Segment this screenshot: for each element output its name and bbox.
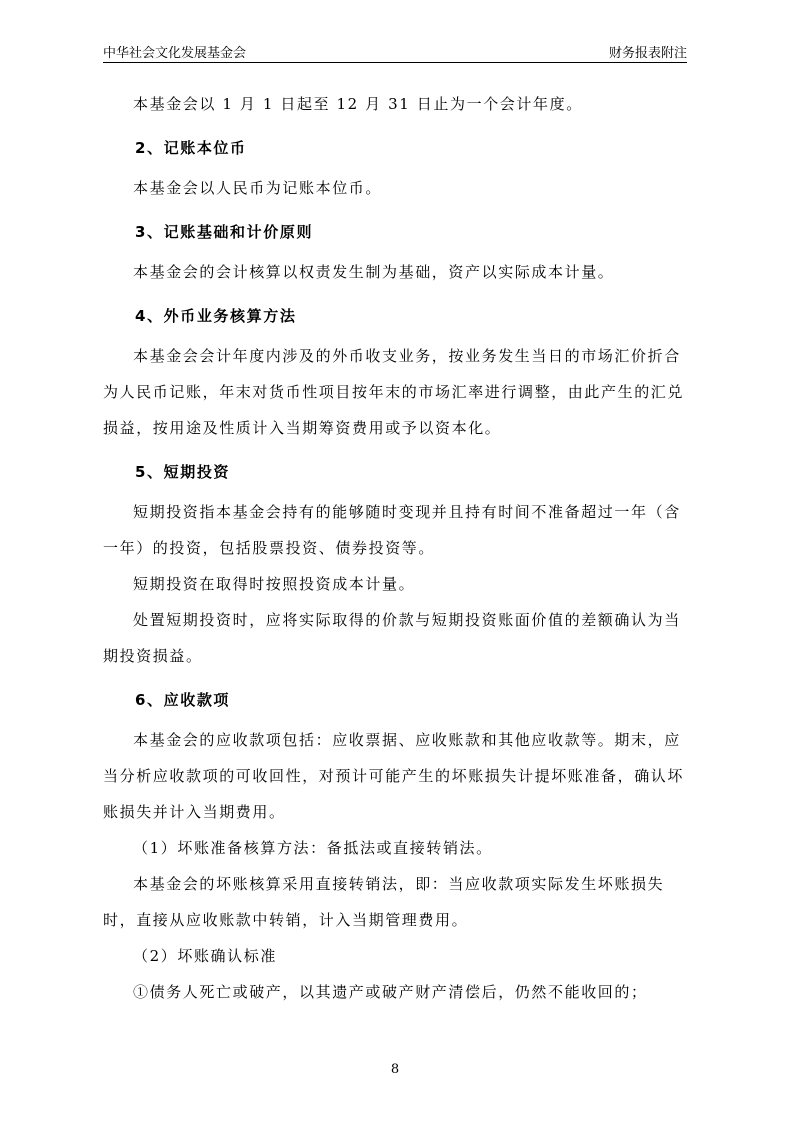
header-section: 财务报表附注 bbox=[608, 46, 687, 61]
paragraph: 处置短期投资时，应将实际取得的价款与短期投资账面价值的差额确认为当期投资损益。 bbox=[103, 611, 681, 665]
paragraph: 本基金会以 1 月 1 日起至 12 月 31 日止为一个会计年度。 bbox=[133, 95, 583, 113]
paragraph: 本基金会的应收款项包括：应收票据、应收账款和其他应收款等。期末，应当分析应收款项的可收回性，对预计可能产生的坏账损失计提坏账准备，确认坏账损失并计入当期费用。 bbox=[103, 731, 685, 821]
paragraph: 本基金会的坏账核算采用直接转销法，即：当应收款项实际发生坏账损失时，直接从应收账款中转销，计入当期管理费用。 bbox=[103, 875, 665, 929]
paragraph: 本基金会会计年度内涉及的外币收支业务，按业务发生当日的市场汇价折合为人民币记账，年末对货币性项目按年末的市场汇率进行调整，由此产生的汇兑损益，按用途及性质计入当期筹资费用或予以资本化。 bbox=[103, 347, 685, 437]
paragraph: （2）坏账确认标准 bbox=[133, 947, 277, 965]
page-number: 8 bbox=[390, 1062, 400, 1077]
section-heading: 2、记账本位币 bbox=[135, 139, 247, 157]
paragraph: 短期投资在取得时按照投资成本计量。 bbox=[133, 575, 416, 593]
header-organization: 中华社会文化发展基金会 bbox=[103, 46, 247, 61]
section-heading: 6、应收款项 bbox=[135, 691, 231, 709]
section-heading: 3、记账基础和计价原则 bbox=[135, 223, 314, 241]
paragraph: 本基金会以人民币为记账本位币。 bbox=[133, 179, 383, 197]
section-heading: 5、短期投资 bbox=[135, 463, 231, 481]
paragraph: 本基金会的会计核算以权责发生制为基础，资产以实际成本计量。 bbox=[133, 263, 615, 281]
paragraph: 短期投资指本基金会持有的能够随时变现并且持有时间不准备超过一年（含一年）的投资，包括股票投资、债券投资等。 bbox=[103, 503, 681, 557]
document-body bbox=[103, 86, 687, 1010]
page-header bbox=[103, 38, 687, 63]
paragraph: ①债务人死亡或破产，以其遗产或破产财产清偿后，仍然不能收回的； bbox=[133, 983, 648, 1001]
section-heading: 4、外币业务核算方法 bbox=[135, 307, 297, 325]
paragraph: （1）坏账准备核算方法：备抵法或直接转销法。 bbox=[133, 839, 493, 857]
